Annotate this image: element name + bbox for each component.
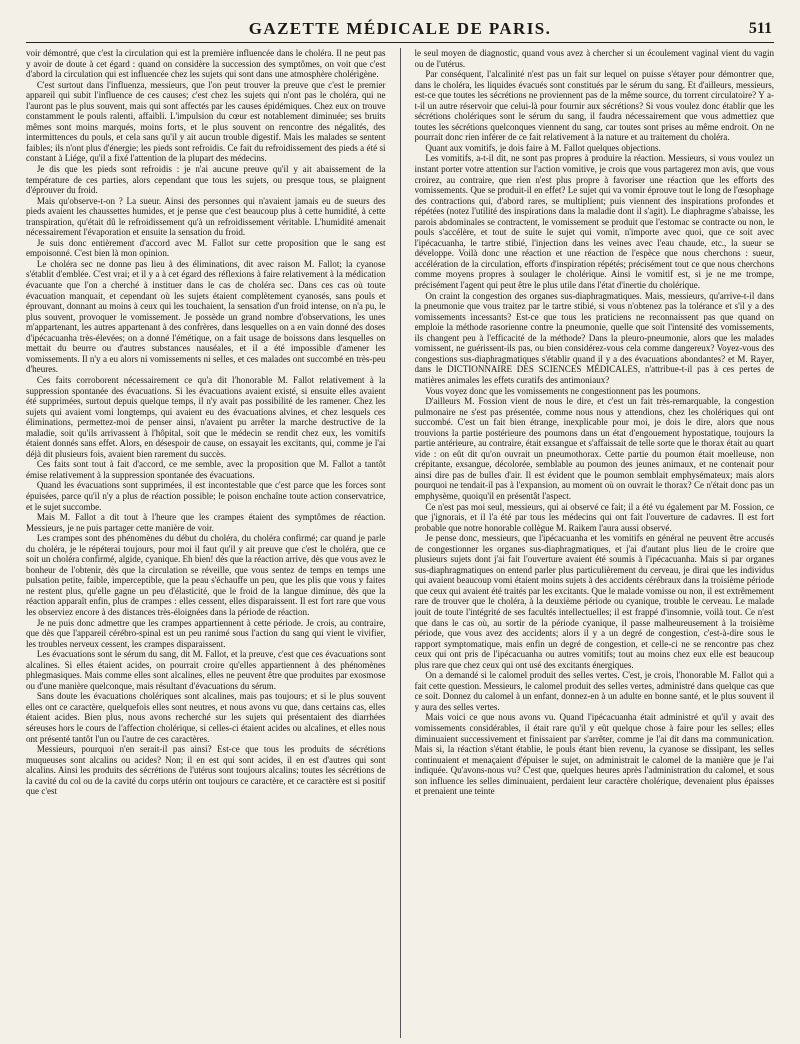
journal-title: GAZETTE MÉDICALE DE PARIS. (248, 19, 552, 38)
page-number: 511 (748, 20, 772, 37)
paragraph: Mais M. Fallot a dit tout à l'heure que les crampes étaient des symptômes de réaction. Messieurs, je ne puis partager cette manière de voir. (26, 512, 386, 533)
text-columns (26, 48, 774, 1038)
paragraph: On craint la congestion des organes sus-diaphragmatiques. Mais, messieurs, qu'arrive-t-il dans la pneumonie que vous traitez par le tartre stibié, si vous n'obtenez pas la tolérance et s'il y a des vomissements incessants? Est-ce que tous les praticiens ne reconnaissent pas que quand on emploie la méthode rasorienne contre la pneumonie, quelle que soit l'intensité des vomissements, ils changent peu à l'efficacité de la méthode? Dans la pleuro-pneumonie, alors que les malades vomissent, ne guérissent-ils pas, ou bien considérez-vous cela comme dangereux? Voyez-vous des congestions sus-diaphragmatiques s'établir quand il y a des évacuations abondantes? et M. Rayer, dans le DICTIONNAIRE DES SCIENCES MÉDICALES, n'attribue-t-il pas à ces pertes de matières animales les effets curatifs des antimoniaux? (414, 290, 774, 385)
paragraph: voir démontré, que c'est la circulation qui est la première influencée dans le choléra. Il ne peut pas y avoir de doute à cet égard : quand on considère la succession des symptômes, on voit que c'est d'abord la circulation qui est influencée chez les sujets qui sont dans une atmosphère cholérigène. (26, 48, 386, 80)
paragraph: D'ailleurs M. Fossion vient de nous le dire, et c'est un fait très-remarquable, la congestion pulmonaire ne s'est pas présentée, comme nous nous y attendions, chez les cholériques qui ont succombé. C'est un fait bien étrange, inexplicable pour moi, je dois le dire, alors que nous trouvions la partie postérieure des poumons dans un état d'engouement hypostatique, toujours la partie antérieure, au contraire, était exsangue et s'affaissait de telle sorte que le thorax était au quart vide : on eût dit qu'on ouvrait un pneumothorax. Cette partie du poumon était moelleuse, non crépitante, exsangue, décolorée, semblable au poumon des jeunes animaux, et ne contenait pour ainsi dire pas de bulles d'air. Il est évident que le poumon semblait emphysémateux; mais alors pourquoi ne tendait-il pas à l'expansion, au moment où on ouvrait le thorax? Ce n'était donc pas un emphysème, quoiqu'il en présentât l'aspect. (414, 396, 774, 501)
paragraph: le seul moyen de diagnostic, quand vous avez à chercher si un écoulement vaginal vient du vagin ou de l'utérus. (414, 48, 774, 69)
paragraph: Messieurs, pourquoi n'en serait-il pas ainsi? Est-ce que tous les produits de sécrétions muqueuses sont alcalins ou acides? Non; il en est qui sont acides, il en est d'autres qui sont alcalins. Ainsi les produits des sécrétions de l'utérus sont toujours alcalins; toutes les sécrétions de la cavité du col ou de la cavité du corps utérin ont toujours ce caractère, et ce caractère est si positif que c'est (26, 744, 386, 797)
paragraph: Sans doute les évacuations cholériques sont alcalines, mais pas toujours; et si le plus souvent elles ont ce caractère, quelquefois elles sont neutres, et nous avons vu que, dans certains cas, elles étaient acides. Bien plus, nous avons recherché sur les sujets qui présentaient des diarrhées séreuses hors le cours de l'affection cholérique, si celles-ci étaient acides ou alcalines, et elles nous ont présenté tantôt l'un ou l'autre de ces caractères. (26, 691, 386, 744)
paragraph: Ce n'est pas moi seul, messieurs, qui ai observé ce fait; il a été vu également par M. Fossion, ce que j'ignorais, et il l'a été par tous les médecins qui ont fait l'ouverture de cadavres. Il est fort probable que notre honorable collègue M. Raikem l'aura aussi observé. (414, 501, 774, 533)
paragraph: Je suis donc entièrement d'accord avec M. Fallot sur cette proposition que le sang est empoisonné. C'est bien là mon opinion. (26, 237, 386, 259)
paragraph: Mais voici ce que nous avons vu. Quand l'ipécacuanha était administré et qu'il y avait des vomissements considérables, il était rare qu'il y eût quelque chose à faire pour les selles; elles diminuaient successivement et finissaient par s'arrêter, comme je l'ai dit dans ma communication. Mais si, la réaction s'étant établie, le pouls étant bien revenu, la cyanose se dissipant, les selles continuaient et menaçaient d'épuiser le sujet, on administrait le calomel de la manière que je l'ai indiquée. Qu'avons-nous vu? C'est que, quelques heures après l'administration du calomel, et sous son influence les selles diminuaient, perdaient leur caractère cholérique, devenaient plus épaisses et prenaient une teinte (414, 712, 774, 797)
paragraph: On a demandé si le calomel produit des selles vertes. C'est, je crois, l'honorable M. Fallot qui a fait cette question. Messieurs, le calomel produit des selles vertes, administré dans quelque cas que ce soit. Donnez du calomel à un enfant, donnez-en à un adulte en bonne santé, et le plus souvent il y aura des selles vertes. (414, 670, 774, 712)
page-header (26, 18, 774, 43)
left-column (26, 48, 386, 1038)
paragraph: Les crampes sont des phénomènes du début du choléra, du choléra confirmé; car quand je parle du choléra, je le répéterai toujours, pour moi il faut qu'il y ait preuve que c'est le choléra, que ce soit un choléra confirmé, algide, cyanique. Eh bien! dès que la réaction arrive, dès que vous avez le bonheur de l'obtenir, dès que la circulation se réveille, que vous sentez de temps en temps une pulsation petite, faible, imperceptible, que la peau s'échauffe un peu, que les plis que vous y faites ne restent plus, qu'elle gagne un peu d'élasticité, que le froid de la langue diminue, dès que la réaction apparaît enfin, plus de crampes : elles cessent, elles disparaissent. Il est fort rare que vous les observiez encore à des distances très-éloignées dans la période de réaction. (26, 533, 386, 617)
paragraph: Je ne puis donc admettre que les crampes appartiennent à cette période. Je crois, au contraire, que dès que l'appareil cérébro-spinal est un peu ranimé sous l'action du sang qui vient le vivifier, les troubles nerveux cessent, les crampes disparaissent. (26, 617, 386, 649)
paragraph: Par conséquent, l'alcalinité n'est pas un fait sur lequel on puisse s'étayer pour démontrer que, dans le choléra, les liquides évacués sont constitués par le sérum du sang. Et d'ailleurs, messieurs, est-ce que toutes les sécrétions ne proviennent pas de la même source, du torrent circulatoire? Y a-t-il un autre réservoir que celui-là pour fournir aux sécrétions? Si vous voulez donc établir que les sécrétions cholériques sont le sérum du sang, il faudra nécessairement que vous admettiez que toutes les sécrétions quelconques viennent du sang, car toutes sont prises au même endroit. On ne pourrait donc rien inférer de ce fait relativement à la nature et au traitement du choléra. (414, 69, 774, 143)
paragraph: Les évacuations sont le sérum du sang, dit M. Fallot, et la preuve, c'est que ces évacuations sont alcalines. Si elles étaient acides, on pourrait croire qu'elles appartiennent à des phénomènes phlegmasiques. Mais comme elles sont alcalines, elles ne peuvent être que produites par exosmose ou d'une manière quelconque, mais résultant d'évacuations du sérum. (26, 649, 386, 691)
paragraph: Ces faits corroborent nécessairement ce qu'a dit l'honorable M. Fallot relativement à la suppression spontanée des évacuations. Si les évacuations avaient existé, si ensuite elles avaient été supprimées, surtout depuis quelque temps, il n'y avait pas possibilité de les ramener. Chez les sujets qui avaient vomi longtemps, qui avaient eu des évacuations alvines, et chez lesquels ces éliminations, permettez-moi de penser ainsi, n'avaient pu arrêter la marche destructive de la maladie, soit qu'ils arrivassent à l'hôpital, soit que le médecin se rendit chez eux, les vomitifs étaient donnés sans effet. Alors, en désespoir de cause, on essayait les excitants, qui, comme je l'ai déjà dit plusieurs fois, avaient bien rarement du succès. (26, 374, 386, 459)
paragraph: Ces faits sont tout à fait d'accord, ce me semble, avec la proposition que M. Fallot a tantôt émise relativement à la suppression spontanée des évacuations. (26, 459, 386, 480)
right-column (415, 48, 775, 1038)
paragraph: Le choléra sec ne donne pas lieu à des éliminations, dit avec raison M. Fallot; la cyanose s'établit d'emblée. C'est vrai; et il y a à cet égard des réflexions à faire relativement à la médication évacuante que l'on a cherché à instituer dans le cas de choléra sec. Dans ces cas où toute évacuation manquait, et cependant où les sujets étaient complètement cyanosés, sans pouls et éprouvant, donnant au moins à ceux qui les touchaient, la sensation d'un froid intense, on n'a pu, le plus souvent, provoquer le vomissement. Je possède un grand nombre d'observations, les unes m'appartenant, les autres appartenant à des confrères, dans lesquelles on a en vain donné des doses d'ipécacuanha très-élevées; on a donné l'émétique, on a fait usage de boissons dans lesquelles on mettait du beurre ou d'autres substances nauséales, et il a été impossible d'amener les vomissements. Il n'y a eu alors ni vomissements ni selles, et ces malades ont succombé en très-peu d'heures. (26, 258, 386, 375)
paragraph: Vous voyez donc que les vomissements ne congestionnent pas les poumons. (425, 385, 701, 396)
column-divider (400, 48, 401, 1038)
paragraph: Je dis que les pieds sont refroidis : je n'ai aucune preuve qu'il y ait abaissement de la température de ces parties, alors cependant que tous les sujets, ou presque tous, se plaignent d'éprouver du froid. (26, 164, 386, 196)
paragraph: Quand les évacuations sont supprimées, il est incontestable que c'est parce que les forces sont épuisées, parce qu'il n'y a plus de réaction possible; le poison enchaîne toute action conservatrice, et le sujet succombe. (26, 480, 386, 512)
paragraph: Je pense donc, messieurs, que l'ipécacuanha et les vomitifs en général ne peuvent être accusés de congestionner les organes sus-diaphragmatiques, et j'ai d'autant plus lieu de le croire que plusieurs sujets dont j'ai fait l'ouverture avaient été soumis à l'ipécacuanha. Mais si par organes sus-diaphragmatiques on entend parler plus particulièrement du cerveau, je dirai que les individus qui avaient beaucoup vomi étaient moins sujets à des accidents cérébraux dans la troisième période que ceux qui avaient été traités par les excitants. Que le malade vomisse ou non, il est extrêmement rare de trouver que le choléra, à la deuxième période ou cyanique, trouble le cerveau. Le malade jouit de toute l'intégrité de ses facultés intellectuelles; il est frappé d'insomnie, voilà tout. Ce n'est que dans le cas où, au sortir de la période cyanique, il passe malheureusement à la troisième période, que vous avez des accidents; alors il y a un degré de congestion, c'est-à-dire sous le rapport symptomatique, mais enfin un degré de congestion, et celle-ci ne se rencontre pas chez ceux qui ont pris de l'ipécacuanha ou autres vomitifs; tout au moins chez eux elle est beaucoup plus rare que chez ceux qui ont usé des excitants énergiques. (414, 533, 774, 670)
paragraph: Quant aux vomitifs, je dois faire à M. Fallot quelques objections. (425, 142, 661, 153)
paragraph: Les vomitifs, a-t-il dit, ne sont pas propres à produire la réaction. Messieurs, si vous voulez un instant porter votre attention sur l'action vomitive, je crois que vous partagerez mon avis, que vous croirez, au contraire, que rien n'est plus propre à favoriser une réaction que les efforts des vomissements. Que se produit-il en effet? Le sujet qui va vomir éprouve tout le long de l'œsophage des contractions qui, d'abord rares, se multiplient; puis viennent des inspirations profondes et répétées (notez l'utilité des inspirations dans la maladie dont il s'agit). Le diaphragme s'abaisse, les parois abdominales se contractent, le vomissement se produit que l'estomac se contracte ou non, le pouls s'accélère, et tout de suite le sujet qui vomit, n'importe avec quoi, que ce soit avec l'ipécacuanha, le tartre stibié, l'injection dans les veines avec l'eau chaude, etc., la sueur se développe. Voilà donc une réaction et une réaction de l'espèce que nous cherchons : sueur, accélération de la circulation, efforts d'inspiration répétés; précisément tout ce que nous cherchons comme moyens propres à soulager le cholérique. Ainsi le vomitif est, si je ne me trompe, précisément l'agent qui peut être le plus utile dans l'état d'inertie du cholérique. (414, 153, 774, 291)
paragraph: Mais qu'observe-t-on ? La sueur. Ainsi des personnes qui n'avaient jamais eu de sueurs des pieds avaient les chaussettes humides, et je pense que c'est beaucoup plus à cette humidité, à cette transpiration, qu'était dû le refroidissement qu'à un refroidissement véritable. L'humidité amenait nécessairement l'évaporation et ensuite la sensation du froid. (26, 195, 386, 238)
paragraph: C'est surtout dans l'influenza, messieurs, que l'on peut trouver la preuve que c'est le premier appareil qui subit l'influence de ces causes; c'est chez les sujets qui n'ont pas le choléra, qui ne l'auront pas le plus souvent, mais qui sont affectés par les causes épidémiques. Chez eux on trouve constamment le pouls ralenti, affaibli. L'impulsion du cœur est notablement diminuée; ses bruits mêmes sont moins marqués, moins forts, et le plus souvent on rencontre des négalités, des intermittences du pouls, et cela sans qu'il y ait aucun trouble digestif. Mais les malades se sentent faibles; ils n'ont plus d'énergie; les pieds sont refroidis. Ce fait du refroidissement des pieds a été si constant à Liége, qu'il a fixé l'attention de la plupart des médecins. (26, 79, 386, 164)
